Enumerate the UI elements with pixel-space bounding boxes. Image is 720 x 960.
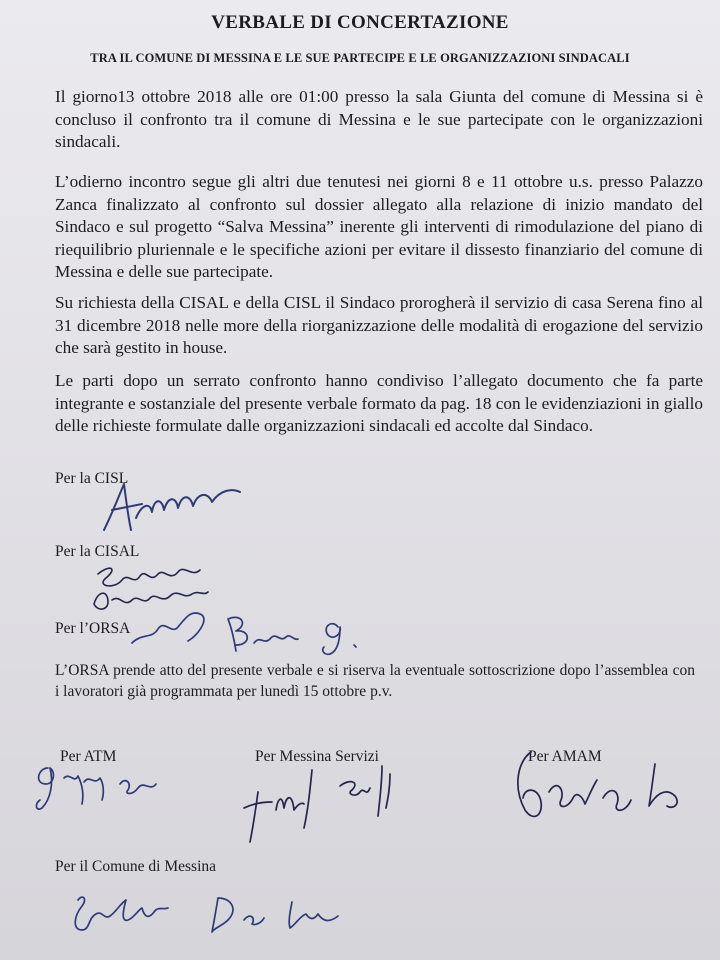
signature-comune <box>68 880 348 940</box>
signatory-label-atm: Per ATM <box>60 748 117 765</box>
document-title: VERBALE DI CONCERTAZIONE <box>211 12 509 33</box>
signatory-label-comune: Per il Comune di Messina <box>55 858 217 875</box>
paragraph-3: Su richiesta della CISAL e della CISL il Sindaco prorogherà il servizio di casa Serena fino al 31 dicembre 2018 nelle more della riorganizzazione delle modalità di erogazione del servizio che sarà gestito in house. <box>55 293 703 357</box>
paragraph-1: Il giorno13 ottobre 2018 alle ore 01:00 presso la sala Giunta del comune di Messina si è concluso il confronto tra il comune di Messina e le sue partecipate con le organizzazioni sindacali. <box>55 87 703 151</box>
orsa-note: L’ORSA prende atto del presente verbale e si riserva la eventuale sottoscrizione dopo l’assemblea con i lavoratori già programmata per lunedì 15 ottobre p.v. <box>55 662 695 700</box>
signature-cisl <box>98 478 248 540</box>
paragraph-4: Le parti dopo un serrato confronto hanno condiviso l’allegato documento che fa parte integrante e sostanziale del presente verbale formato da pag. 18 con le evidenziazioni in giallo delle richieste formulate dalle organizzazioni sindacali ed accolte dal Sindaco. <box>55 371 703 435</box>
signatory-label-cisl: Per la CISL <box>55 470 129 487</box>
signature-messina-servizi <box>240 758 410 848</box>
signatory-label-orsa: Per l’ORSA <box>55 620 131 637</box>
signature-amam <box>505 738 695 828</box>
paragraph-2: L’odierno incontro segue gli altri due tenutesi nei giorni 8 e 11 ottobre u.s. presso Palazzo Zanca finalizzato al confronto sul dossier allegato alla relazione di inizio mandato del Sindaco e sul progetto “Salva Messina” inerente gli interventi di rimodulazione del piano di riequilibrio pluriennale e le specifiche azioni per evitare il dissesto finanziario del comune di Messina e delle sue partecipate. <box>55 172 703 281</box>
signatory-label-cisal: Per la CISAL <box>55 543 140 560</box>
document-subtitle: TRA IL COMUNE DI MESSINA E LE SUE PARTECIPE E LE ORGANIZZAZIONI SINDACALI <box>90 51 630 65</box>
signatory-label-messina-servizi: Per Messina Servizi <box>255 748 379 765</box>
signature-atm <box>28 754 168 814</box>
signatory-label-amam: Per AMAM <box>528 748 602 765</box>
signature-orsa <box>128 605 388 661</box>
